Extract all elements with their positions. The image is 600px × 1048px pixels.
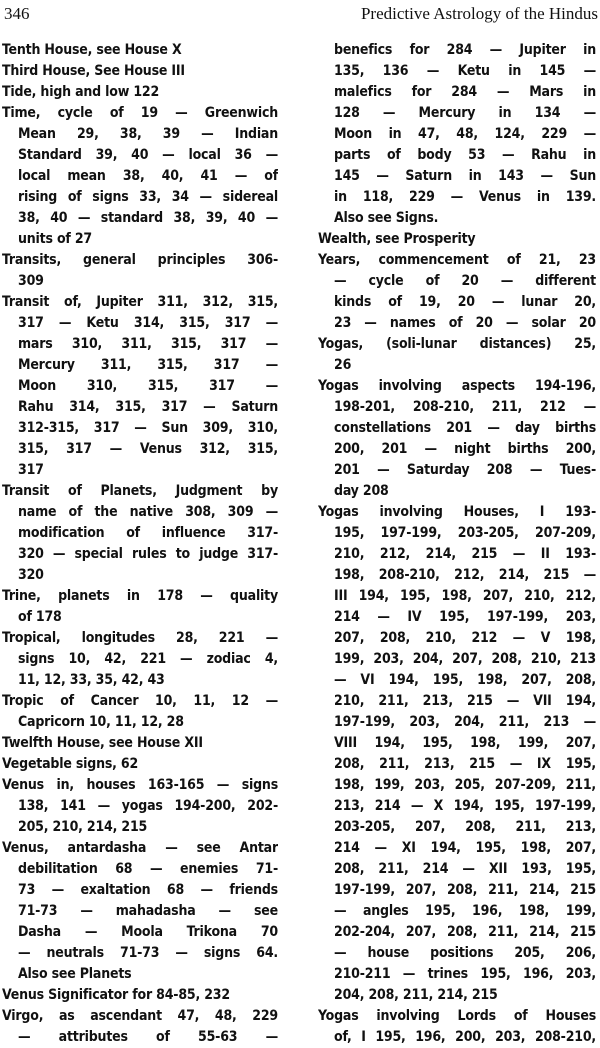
index-line: in 118, 229 — Venus in 139.: [334, 189, 596, 205]
index-line: 197-199, 207, 208, 211, 214, 215: [334, 882, 596, 898]
index-line: 312-315, 317 — Sun 309, 310,: [18, 420, 278, 436]
index-line: Transits, general principles 306-: [2, 252, 278, 268]
index-line: Tenth House, see House X: [2, 42, 182, 58]
index-line: benefics for 284 — Jupiter in: [334, 42, 596, 58]
index-line: 203-205, 207, 208, 211, 213,: [334, 819, 596, 835]
index-line: 309: [18, 273, 44, 289]
index-line: parts of body 53 — Rahu in: [334, 147, 596, 163]
index-line: 73 — exaltation 68 — friends: [18, 882, 278, 898]
index-line: Venus, antardasha — see Antar: [2, 840, 278, 856]
index-line: 205, 210, 214, 215: [18, 819, 148, 835]
index-line: Mean 29, 38, 39 — Indian: [18, 126, 278, 142]
index-line: 23 — names of 20 — solar 20: [334, 315, 596, 331]
index-line: Yogas, (soli-lunar distances) 25,: [318, 336, 596, 352]
index-line: — angles 195, 196, 198, 199,: [334, 903, 596, 919]
index-line: 197-199, 203, 204, 211, 213 —: [334, 714, 596, 730]
index-line: Also see Signs.: [334, 210, 439, 226]
index-line: 317 — Ketu 314, 315, 317 —: [18, 315, 278, 331]
index-line: 71-73 — mahadasha — see: [18, 903, 278, 919]
index-line: malefics for 284 — Mars in: [334, 84, 596, 100]
index-line: 210-211 — trines 195, 196, 203,: [334, 966, 596, 982]
index-line: Moon in 47, 48, 124, 229 —: [334, 126, 596, 142]
index-line: rising of signs 33, 34 — sidereal: [18, 189, 278, 205]
index-line: 208, 211, 213, 215 — IX 195,: [334, 756, 596, 772]
index-line: — house positions 205, 206,: [334, 945, 596, 961]
index-line: Also see Planets: [18, 966, 132, 982]
index-line: 214 — IV 195, 197-199, 203,: [334, 609, 596, 625]
index-line: 198, 199, 203, 205, 207-209, 211,: [334, 777, 596, 793]
index-line: units of 27: [18, 231, 92, 247]
index-line: III 194, 195, 198, 207, 210, 212,: [334, 588, 596, 604]
index-line: 11, 12, 33, 35, 42, 43: [18, 672, 165, 688]
index-line: 320 — special rules to judge 317-: [18, 546, 278, 562]
index-column-left: [2, 40, 278, 1048]
index-line: 317: [18, 462, 44, 478]
page-header: [0, 2, 600, 28]
index-line: day 208: [334, 483, 389, 499]
index-line: Years, commencement of 21, 23: [318, 252, 596, 268]
index-line: name of the native 308, 309 —: [18, 504, 278, 520]
index-line: Yogas involving aspects 194-196,: [318, 378, 596, 394]
running-title: Predictive Astrology of the Hindus: [360, 4, 598, 23]
index-line: 213, 214 — X 194, 195, 197-199,: [334, 798, 596, 814]
index-line: Wealth, see Prosperity: [318, 231, 476, 247]
index-line: Tropical, longitudes 28, 221 —: [2, 630, 278, 646]
index-line: Time, cycle of 19 — Greenwich: [2, 105, 278, 121]
index-line: 210, 211, 213, 215 — VII 194,: [334, 693, 596, 709]
index-line: 201 — Saturday 208 — Tues-: [334, 462, 596, 478]
index-line: 208, 211, 214 — XII 193, 195,: [334, 861, 596, 877]
index-line: — cycle of 20 — different: [334, 273, 596, 289]
index-line: 138, 141 — yogas 194-200, 202-: [18, 798, 278, 814]
index-line: Twelfth House, see House XII: [2, 735, 203, 751]
index-line: Venus in, houses 163-165 — signs: [2, 777, 278, 793]
index-line: local mean 38, 40, 41 — of: [18, 168, 278, 184]
index-line: Capricorn 10, 11, 12, 28: [18, 714, 184, 730]
index-line: debilitation 68 — enemies 71-: [18, 861, 278, 877]
index-line: constellations 201 — day births: [334, 420, 596, 436]
index-line: Tropic of Cancer 10, 11, 12 —: [2, 693, 278, 709]
index-column-right: [318, 40, 596, 1048]
index-line: 128 — Mercury in 134 —: [334, 105, 596, 121]
index-line: signs 10, 42, 221 — zodiac 4,: [18, 651, 278, 667]
index-line: Trine, planets in 178 — quality: [2, 588, 278, 604]
index-line: of 178: [18, 609, 62, 625]
index-line: Mercury 311, 315, 317 —: [18, 357, 278, 373]
index-line: Moon 310, 315, 317 —: [18, 378, 278, 394]
index-line: 195, 197-199, 203-205, 207-209,: [334, 525, 596, 541]
index-line: 198-201, 208-210, 211, 212 —: [334, 399, 596, 415]
index-line: 198, 208-210, 212, 214, 215 —: [334, 567, 596, 583]
index-line: 202-204, 207, 208, 211, 214, 215: [334, 924, 596, 940]
index-line: Yogas involving Lords of Houses: [318, 1008, 596, 1024]
index-line: Transit of, Jupiter 311, 312, 315,: [2, 294, 278, 310]
index-line: 199, 203, 204, 207, 208, 210, 213: [334, 651, 596, 667]
index-line: — VI 194, 195, 198, 207, 208,: [334, 672, 596, 688]
index-line: modification of influence 317-: [18, 525, 278, 541]
index-line: VIII 194, 195, 198, 199, 207,: [334, 735, 596, 751]
index-line: Virgo, as ascendant 47, 48, 229: [2, 1008, 278, 1024]
index-line: 210, 212, 214, 215 — II 193-: [334, 546, 596, 562]
index-line: mars 310, 311, 315, 317 —: [18, 336, 278, 352]
index-line: Third House, See House III: [2, 63, 185, 79]
index-line: 214 — XI 194, 195, 198, 207,: [334, 840, 596, 856]
index-line: Yogas involving Houses, I 193-: [318, 504, 596, 520]
index-line: Venus Significator for 84-85, 232: [2, 987, 230, 1003]
index-line: 38, 40 — standard 38, 39, 40 —: [18, 210, 278, 226]
index-line: — neutrals 71-73 — signs 64.: [18, 945, 278, 961]
index-line: Standard 39, 40 — local 36 —: [18, 147, 278, 163]
index-line: 135, 136 — Ketu in 145 —: [334, 63, 596, 79]
index-line: 145 — Saturn in 143 — Sun: [334, 168, 596, 184]
index-line: kinds of 19, 20 — lunar 20,: [334, 294, 596, 310]
index-line: Vegetable signs, 62: [2, 756, 139, 772]
index-line: 204, 208, 211, 214, 215: [334, 987, 498, 1003]
index-line: — attributes of 55-63 —: [18, 1029, 278, 1045]
index-line: 207, 208, 210, 212 — V 198,: [334, 630, 596, 646]
index-line: 200, 201 — night births 200,: [334, 441, 596, 457]
index-line: Transit of Planets, Judgment by: [2, 483, 278, 499]
index-line: 320: [18, 567, 44, 583]
index-line: 315, 317 — Venus 312, 315,: [18, 441, 278, 457]
index-line: Dasha — Moola Trikona 70: [18, 924, 278, 940]
index-line: Tide, high and low 122: [2, 84, 160, 100]
index-line: Rahu 314, 315, 317 — Saturn: [18, 399, 278, 415]
index-line: of, I 195, 196, 200, 203, 208-210,: [334, 1029, 596, 1045]
index-line: 26: [334, 357, 352, 373]
page-number: 346: [4, 4, 30, 23]
